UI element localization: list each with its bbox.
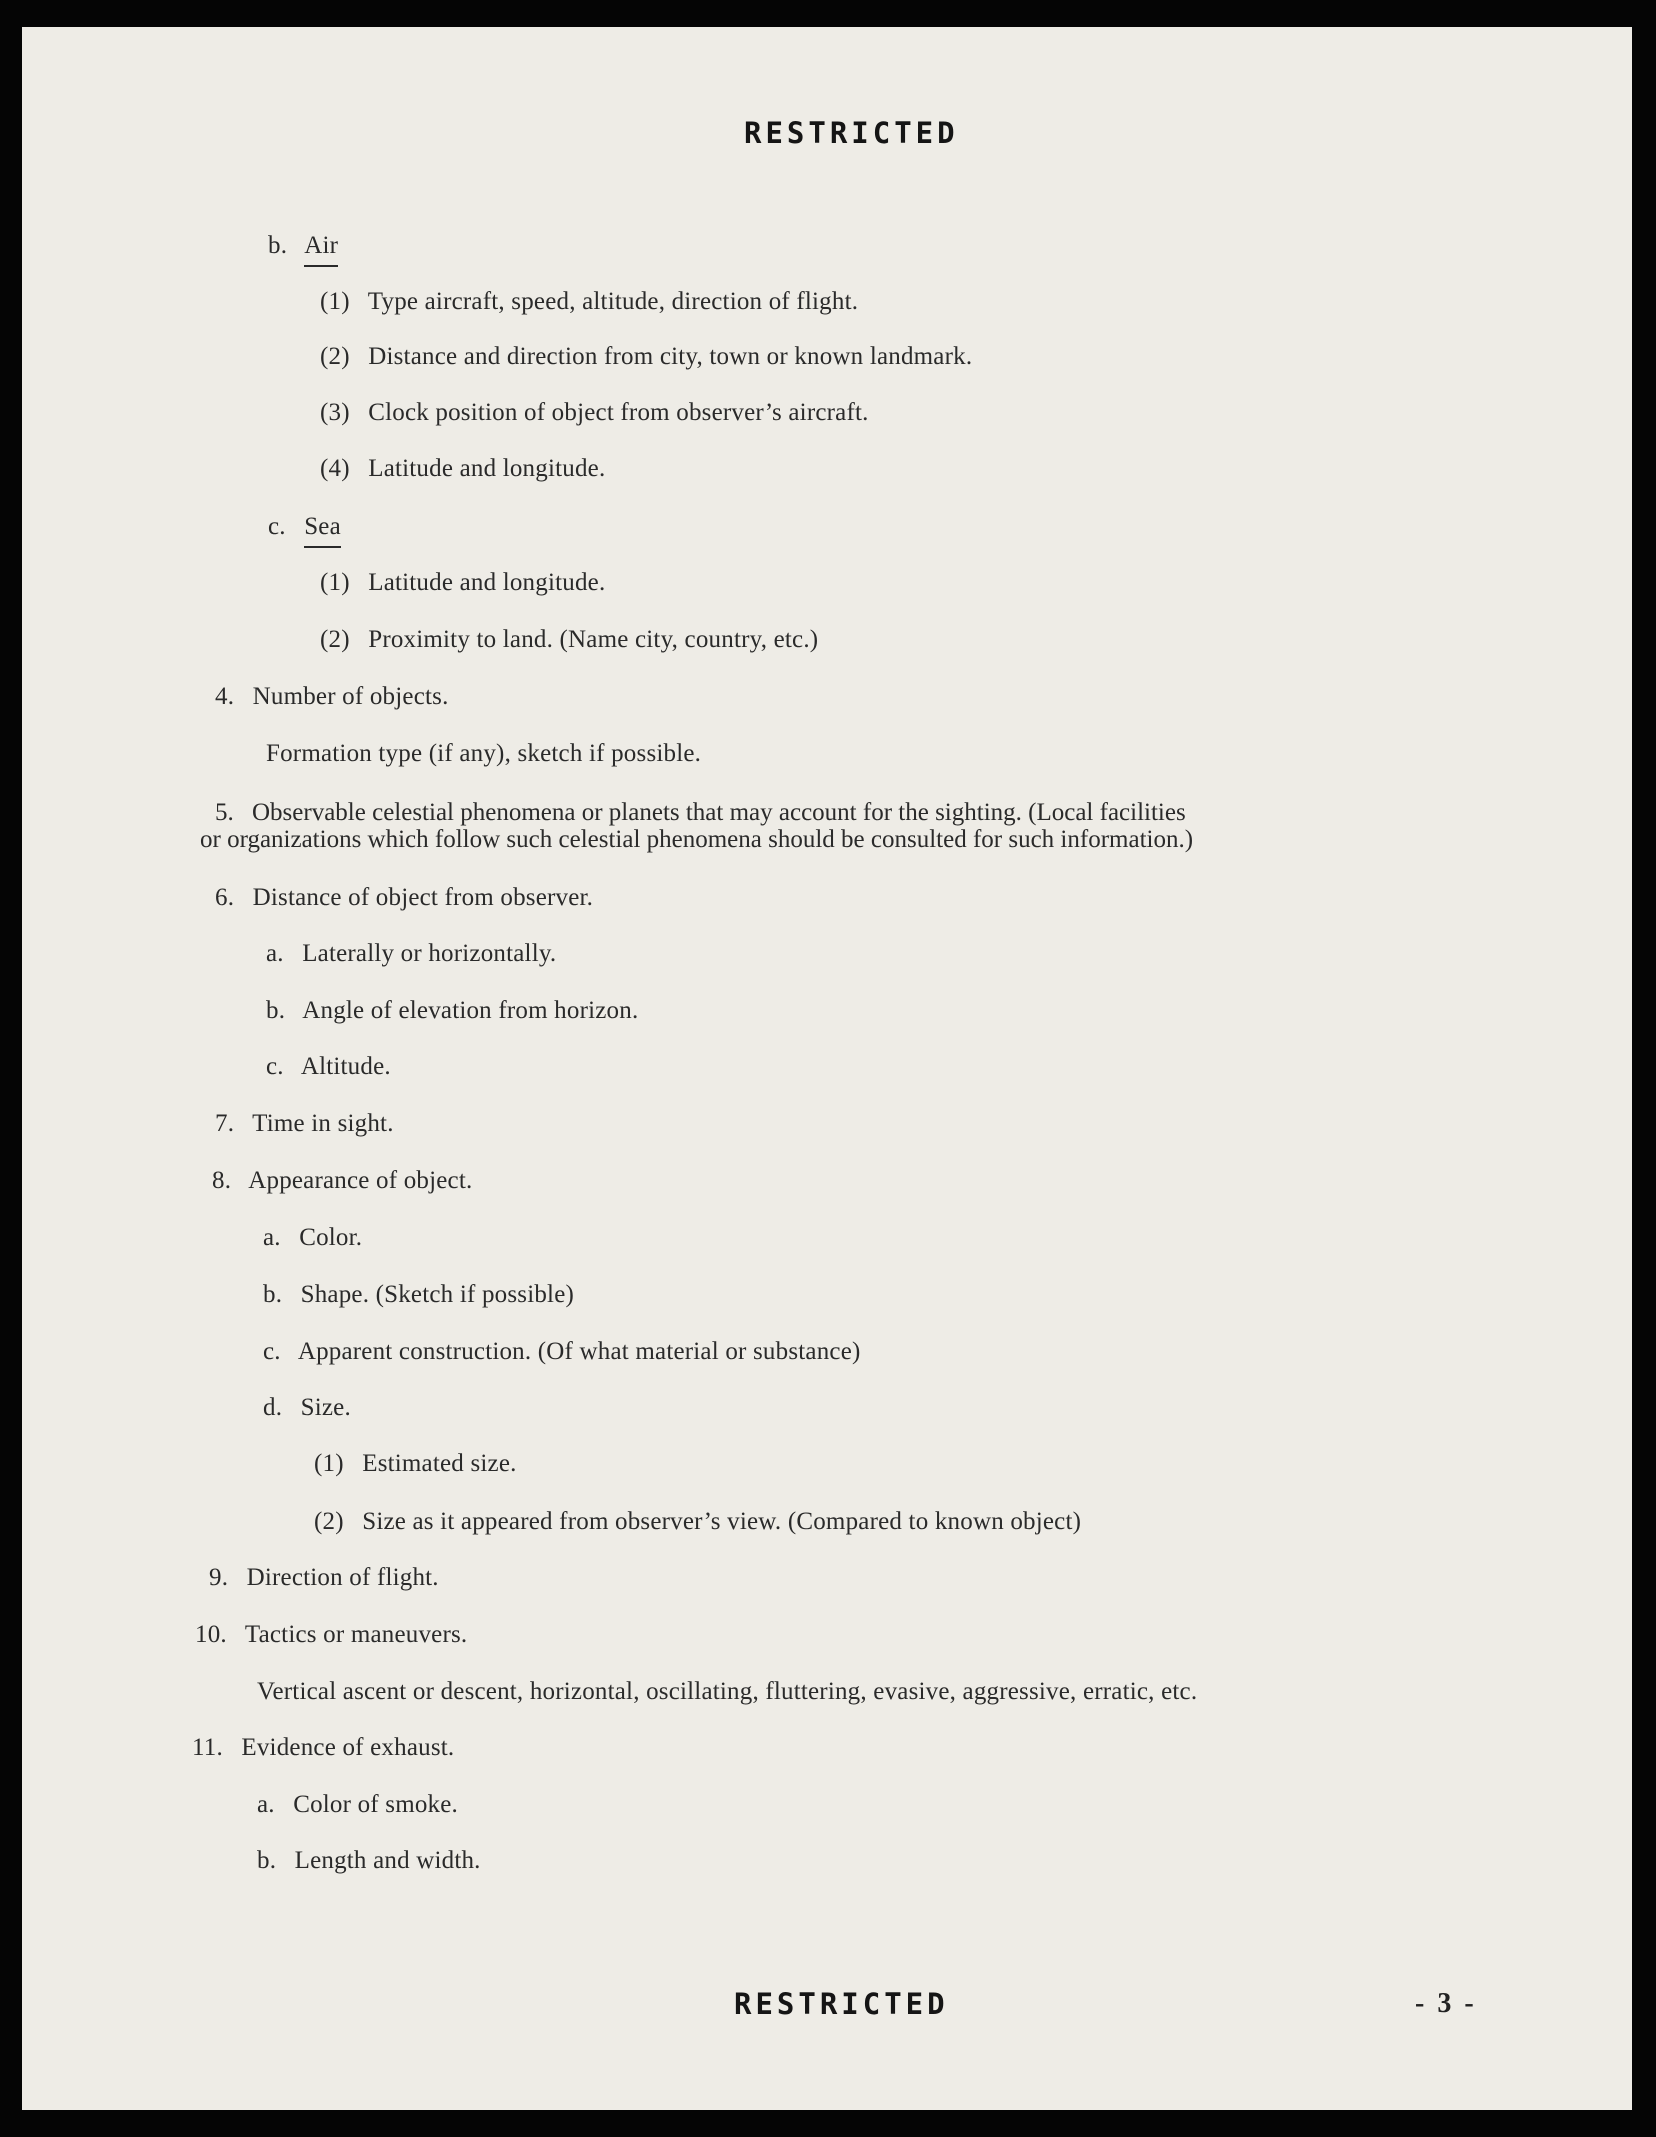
item-8d2: [314, 1507, 1081, 1537]
item-6: [215, 883, 593, 913]
item-8d2-text: Size as it appeared from observer’s view. (Compared to known object): [362, 1508, 1082, 1535]
air-item-4-label: (4): [320, 455, 350, 482]
item-5-line-1-text: Observable celestial phenomena or planets that may account for the sighting. (Local facilities: [252, 799, 1186, 826]
item-7: [215, 1109, 394, 1139]
air-item-3-text: Clock position of object from observer’s aircraft.: [368, 399, 869, 426]
sea-item-2-text: Proximity to land. (Name city, country, etc.): [368, 626, 819, 653]
item-11a-label: a.: [257, 1791, 275, 1818]
item-6a-text: Laterally or horizontally.: [302, 940, 557, 967]
section-b-air: [268, 231, 338, 261]
item-6-label: 6.: [215, 884, 235, 911]
item-8c: [263, 1337, 861, 1367]
item-10-label: 10.: [195, 1621, 227, 1648]
item-8a-text: Color.: [299, 1224, 363, 1251]
item-11b-label: b.: [257, 1847, 277, 1874]
item-4: [215, 682, 449, 712]
sea-item-2-label: (2): [320, 626, 350, 653]
item-8d1-label: (1): [314, 1450, 344, 1477]
item-8d1-text: Estimated size.: [362, 1450, 517, 1477]
item-11b-text: Length and width.: [294, 1847, 481, 1874]
item-5-line-1: [215, 798, 1186, 828]
sea-item-1: [320, 568, 605, 598]
section-b-label: b.: [268, 232, 288, 259]
air-item-1-text: Type aircraft, speed, altitude, direction of flight.: [367, 288, 859, 315]
item-8a: [263, 1223, 362, 1253]
document-page: [22, 27, 1632, 2110]
sea-item-1-text: Latitude and longitude.: [368, 569, 606, 596]
item-10-text: Tactics or maneuvers.: [244, 1621, 468, 1648]
section-c-label: c.: [268, 513, 286, 540]
item-6a-label: a.: [266, 940, 284, 967]
item-8d: [263, 1393, 351, 1423]
item-11b: [257, 1846, 481, 1876]
item-8d-label: d.: [263, 1394, 283, 1421]
item-6-text: Distance of object from observer.: [252, 884, 594, 911]
section-c-title: Sea: [304, 513, 341, 548]
header-classification-stamp: RESTRICTED: [744, 116, 959, 150]
air-item-1: [320, 287, 858, 317]
item-8-text: Appearance of object.: [248, 1167, 473, 1194]
item-6b-text: Angle of elevation from horizon.: [302, 997, 639, 1024]
item-10: [195, 1620, 467, 1650]
item-8a-label: a.: [263, 1224, 281, 1251]
item-8: [212, 1166, 472, 1196]
item-8d-text: Size.: [300, 1394, 351, 1421]
item-6c-label: c.: [266, 1053, 284, 1080]
item-11-label: 11.: [192, 1734, 223, 1761]
item-8b-text: Shape. (Sketch if possible): [300, 1281, 575, 1308]
item-11: [192, 1733, 454, 1763]
footer-classification-stamp: RESTRICTED: [734, 1987, 949, 2021]
item-8c-text: Apparent construction. (Of what material or substance): [297, 1338, 861, 1365]
air-item-2-label: (2): [320, 343, 350, 370]
item-6b: [266, 996, 638, 1026]
item-8d2-label: (2): [314, 1508, 344, 1535]
item-4-label: 4.: [215, 683, 235, 710]
item-6a: [266, 939, 556, 969]
item-8c-label: c.: [263, 1338, 281, 1365]
item-5-line-2-text: or organizations which follow such celestial phenomena should be consulted for such information.): [200, 826, 1194, 853]
item-8b: [263, 1280, 574, 1310]
item-5-line-2: [200, 825, 1193, 855]
air-item-4-text: Latitude and longitude.: [368, 455, 606, 482]
air-item-3: [320, 398, 869, 428]
item-8d1: [314, 1449, 517, 1479]
item-11-text: Evidence of exhaust.: [241, 1734, 455, 1761]
item-4-subtext: [266, 739, 701, 769]
item-7-label: 7.: [215, 1110, 235, 1137]
section-c-sea: [268, 512, 341, 542]
page-number: - 3 -: [1415, 1988, 1477, 2019]
air-item-4: [320, 454, 605, 484]
item-7-text: Time in sight.: [252, 1110, 394, 1137]
item-5-label: 5.: [215, 799, 234, 826]
air-item-2-text: Distance and direction from city, town or known landmark.: [368, 343, 973, 370]
air-item-2: [320, 342, 972, 372]
sea-item-2: [320, 625, 818, 655]
item-8-label: 8.: [212, 1167, 232, 1194]
air-item-3-label: (3): [320, 399, 350, 426]
item-4-text: Number of objects.: [252, 683, 449, 710]
item-10-subtext-text: Vertical ascent or descent, horizontal, oscillating, fluttering, evasive, aggressive, erratic, etc.: [257, 1678, 1198, 1705]
item-9-label: 9.: [209, 1564, 229, 1591]
item-11a-text: Color of smoke.: [293, 1791, 458, 1818]
item-6c-text: Altitude.: [300, 1053, 391, 1080]
item-11a: [257, 1790, 458, 1820]
item-4-subtext-text: Formation type (if any), sketch if possible.: [266, 740, 702, 767]
item-6c: [266, 1052, 391, 1082]
item-9-text: Direction of flight.: [246, 1564, 439, 1591]
item-9: [209, 1563, 439, 1593]
section-b-title: Air: [304, 232, 338, 267]
item-6b-label: b.: [266, 997, 286, 1024]
item-8b-label: b.: [263, 1281, 283, 1308]
item-10-subtext: [257, 1677, 1197, 1707]
sea-item-1-label: (1): [320, 569, 350, 596]
air-item-1-label: (1): [320, 288, 350, 315]
